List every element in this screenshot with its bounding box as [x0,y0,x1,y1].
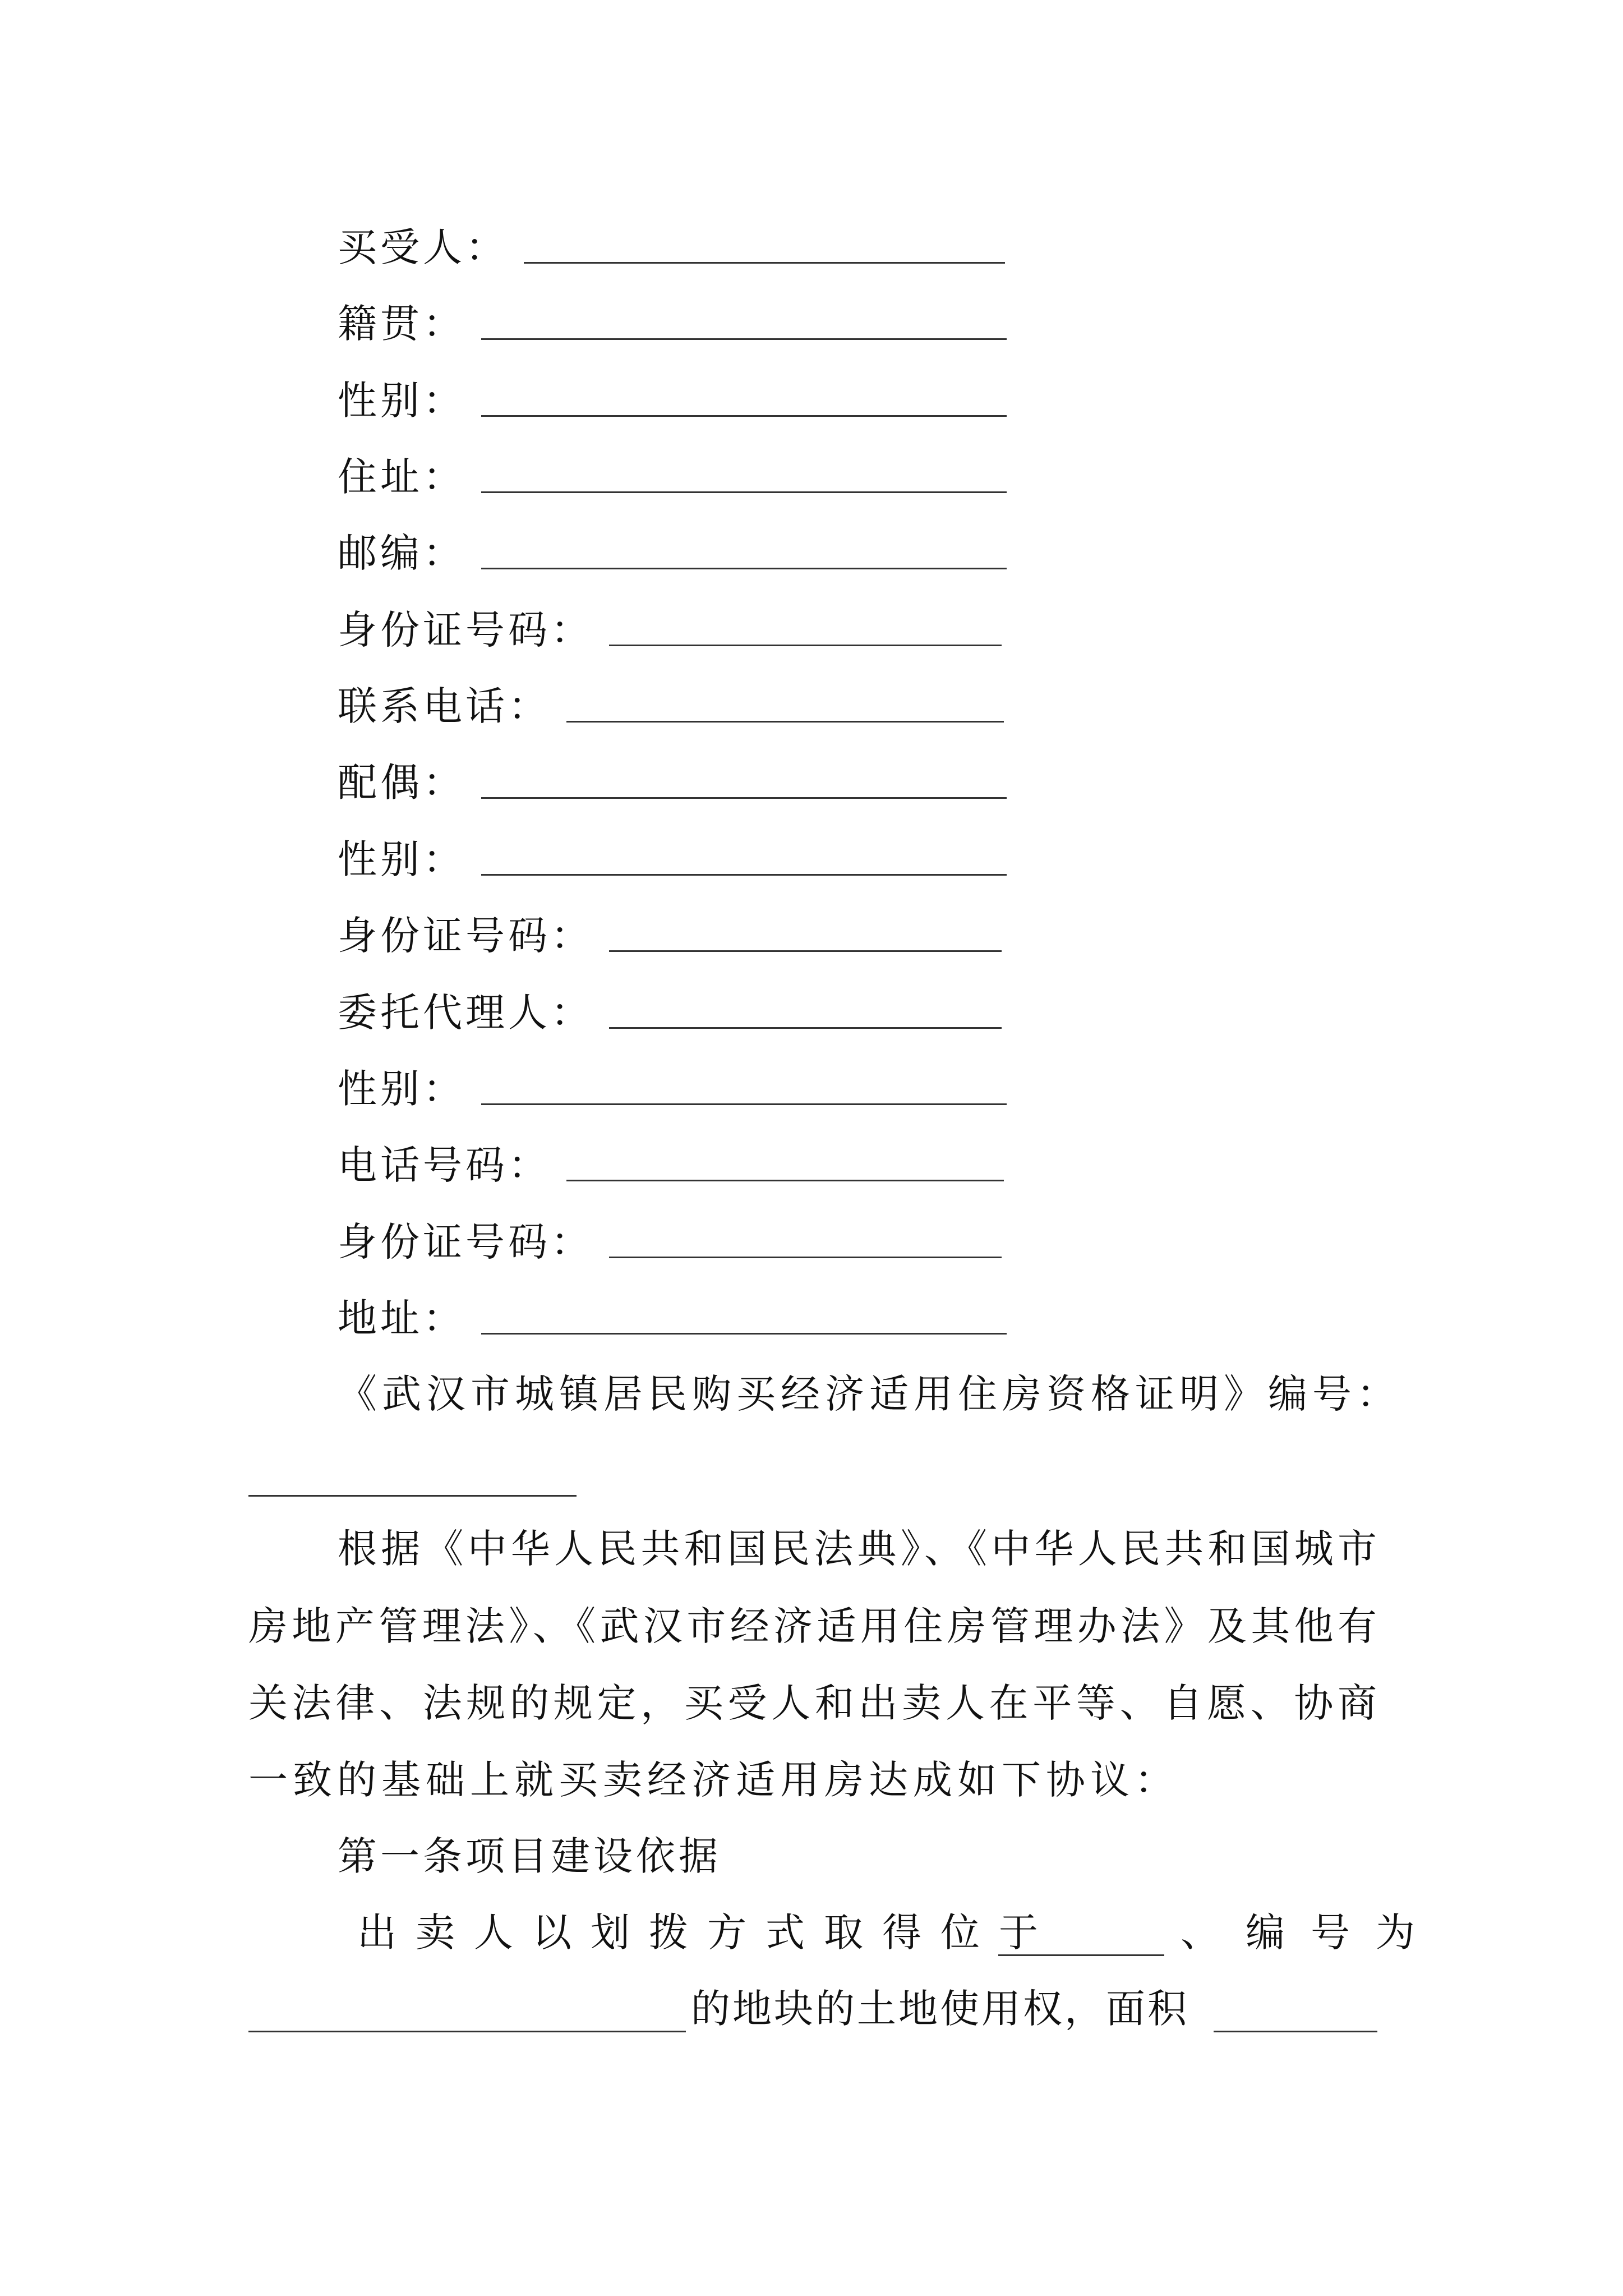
blank-line[interactable] [481,1332,1007,1335]
area-blank-line[interactable] [1214,2031,1377,2032]
blank-line[interactable] [481,1103,1007,1105]
field-spouse-id-number [338,905,1002,959]
certificate-label: 《武汉市城镇居民购买经济适用住房资格证明》编号： [338,1371,1401,1417]
article-title: 第一条项目建设依据 [338,1833,721,1879]
field-label: 买受人： [338,224,508,270]
field-gender [338,370,1007,424]
field-label: 邮编： [338,530,465,576]
paragraph-line: 一致的基础上就买卖经济适用房达成如下协议： [248,1757,1179,1803]
blank-line[interactable] [481,873,1007,876]
field-label: 性别： [338,378,465,424]
field-native-place [338,293,1007,347]
field-phone [338,675,1004,729]
blank-line[interactable] [609,1027,1002,1029]
field-agent-address [338,1287,1007,1341]
field-label: 联系电话： [338,683,551,729]
blank-line[interactable] [481,415,1007,417]
blank-line[interactable] [481,491,1007,493]
certificate-blank-line[interactable] [248,1495,577,1497]
field-agent-id-number [338,1211,1002,1265]
blank-line[interactable] [566,1179,1004,1181]
field-agent-phone [338,1134,1004,1188]
blank-line[interactable] [609,644,1002,646]
field-label: 配偶： [338,760,465,806]
blank-line[interactable] [609,1256,1002,1258]
field-spouse-gender [338,829,1007,882]
paragraph-line: 根据《中华人民共和国民法典》、《中华人民共和国城市 [338,1526,1377,1572]
field-id-number [338,599,1002,653]
blank-line[interactable] [481,567,1007,569]
field-agent [338,982,1002,1036]
number-blank-line[interactable] [248,2031,686,2032]
field-spouse [338,752,1007,806]
field-postcode [338,522,1007,576]
field-label: 委托代理人： [338,990,593,1036]
blank-line[interactable] [524,261,1005,264]
article-text: 、编号为 [1181,1910,1441,1955]
field-label: 身份证号码： [338,1219,593,1265]
field-label: 地址： [338,1295,465,1341]
field-label: 电话号码： [338,1142,551,1188]
field-label: 身份证号码： [338,913,593,959]
field-label: 籍贯： [338,301,465,347]
blank-line[interactable] [609,950,1002,952]
blank-line[interactable] [481,797,1007,799]
field-label: 性别： [338,1066,465,1112]
paragraph-line: 房地产管理法》、《武汉市经济适用住房管理办法》及其他有 [248,1603,1377,1649]
field-agent-gender [338,1058,1007,1112]
field-label: 性别： [338,836,465,882]
field-label: 身份证号码： [338,607,593,653]
field-buyer [338,217,1005,270]
blank-line[interactable] [566,720,1004,723]
article-text: 的地块的土地使用权，面积 [691,1986,1189,2032]
field-address [338,446,1007,500]
blank-line[interactable] [481,338,1007,340]
field-label: 住址： [338,454,465,500]
paragraph-line: 关法律、法规的规定，买受人和出卖人在平等、自愿、协商 [248,1680,1377,1726]
location-blank-line[interactable] [998,1954,1164,1956]
article-text: 出卖人以划拨方式取得位于 [357,1910,1057,1955]
